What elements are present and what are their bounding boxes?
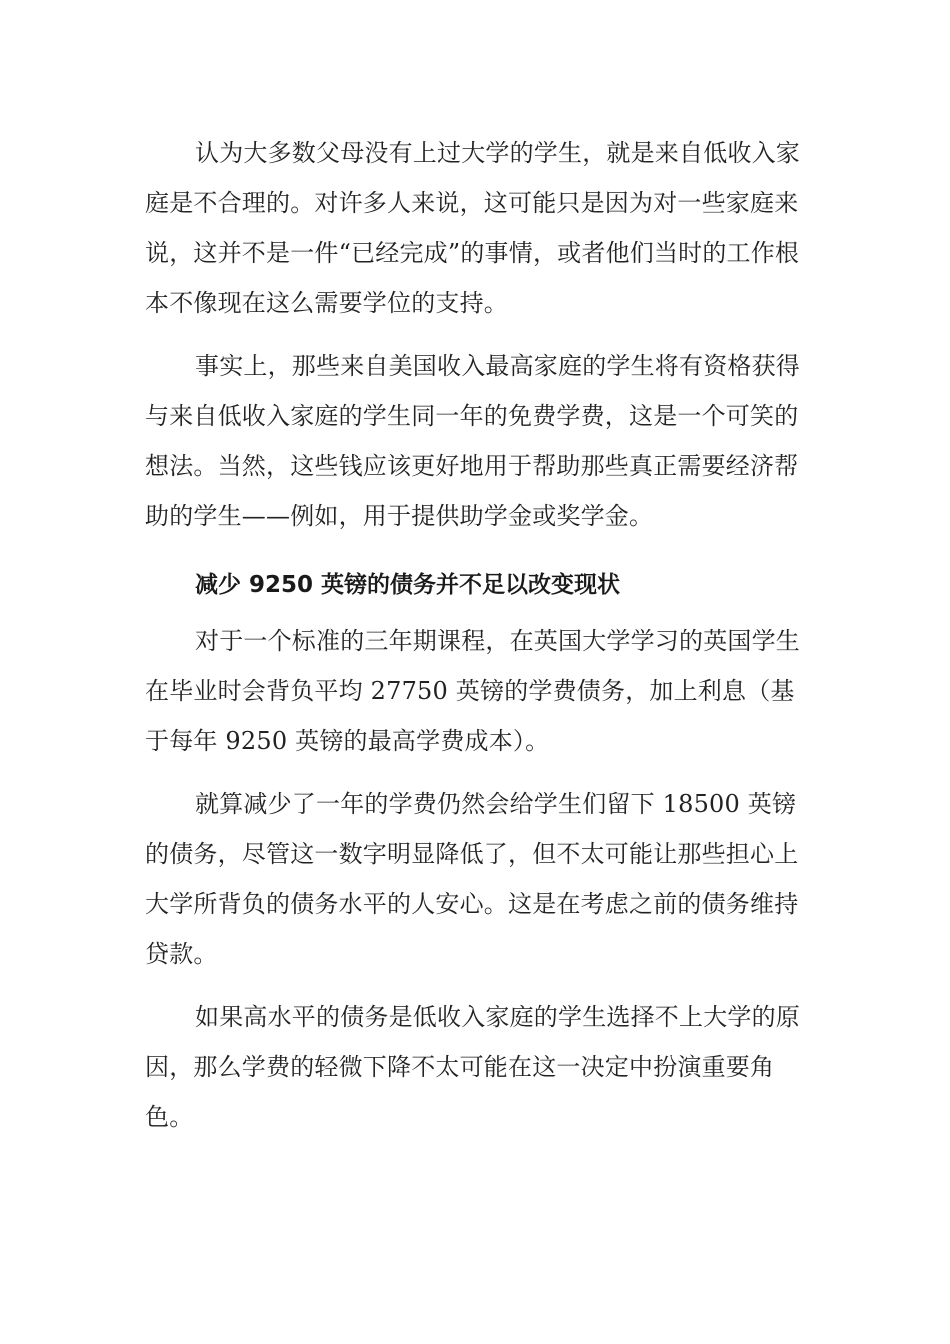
section-heading: 减少 9250 英镑的债务并不足以改变现状: [195, 572, 621, 598]
paragraph-3: 对于一个标准的三年期课程，在英国大学学习的英国学生在毕业时会背负平均 27750 英镑的学费债务，加上利息（基于每年 9250 英镑的最高学费成本）。: [145, 627, 800, 755]
paragraph-1: 认为大多数父母没有上过大学的学生，就是来自低收入家庭是不合理的。对许多人来说，这可能只是因为对一些家庭来说，这并不是一件“已经完成”的事情，或者他们当时的工作根本不像现在这么需要学位的支持。: [145, 139, 800, 317]
paragraph-5: 如果高水平的债务是低收入家庭的学生选择不上大学的原因，那么学费的轻微下降不太可能在这一决定中扮演重要角色。: [145, 1003, 800, 1131]
document-page: [145, 128, 813, 1155]
paragraph-4: 就算减少了一年的学费仍然会给学生们留下 18500 英镑的债务，尽管这一数字明显降低了，但不太可能让那些担心上大学所背负的债务水平的人安心。这是在考虑之前的债务维持贷款。: [145, 790, 799, 968]
paragraph-2: 事实上，那些来自美国收入最高家庭的学生将有资格获得与来自低收入家庭的学生同一年的免费学费，这是一个可笑的想法。当然，这些钱应该更好地用于帮助那些真正需要经济帮助的学生——例如，用于提供助学金或奖学金。: [145, 352, 800, 530]
